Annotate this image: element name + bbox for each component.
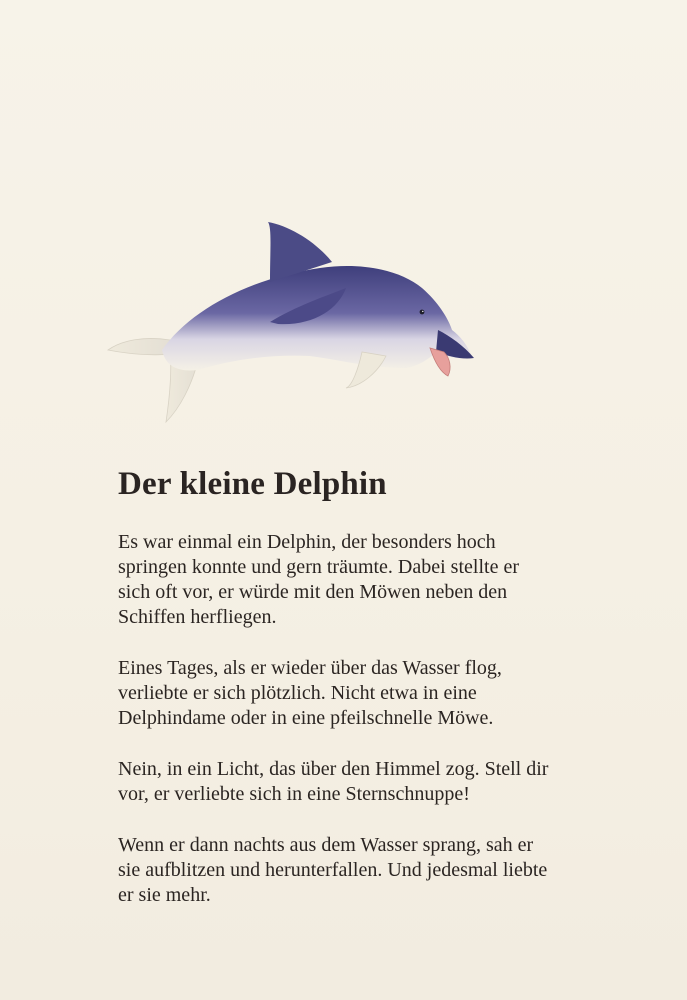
text-line: Eines Tages, als er wieder über das Wasser flog, (118, 657, 502, 679)
text-line: sie aufblitzen und herunterfallen. Und jedesmal liebte (118, 859, 548, 881)
paragraph (118, 656, 618, 731)
text-line: springen konnte und gern träumte. Dabei stellte er (118, 556, 519, 578)
paragraph (118, 530, 618, 630)
text-line: Es war einmal ein Delphin, der besonders hoch (118, 531, 496, 553)
text-line: sich oft vor, er würde mit den Möwen neben den (118, 581, 508, 603)
text-line: er sie mehr. (118, 884, 211, 906)
story-title: Der kleine Delphin (118, 466, 387, 502)
text-line: Delphindame oder in eine pfeilschnelle Möwe. (118, 707, 494, 729)
text-line: Wenn er dann nachts aus dem Wasser sprang, sah er (118, 834, 534, 856)
text-line: Schiffen herfliegen. (118, 606, 277, 628)
story-text (118, 530, 618, 934)
text-line: verliebte er sich plötzlich. Nicht etwa in eine (118, 682, 477, 704)
dolphin-illustration (100, 210, 490, 440)
paragraph (118, 833, 618, 908)
text-line: Nein, in ein Licht, das über den Himmel zog. Stell dir (118, 758, 549, 780)
dolphin-icon (100, 210, 490, 440)
paragraph (118, 757, 618, 807)
text-line: vor, er verliebte sich in eine Sternschnuppe! (118, 783, 470, 805)
